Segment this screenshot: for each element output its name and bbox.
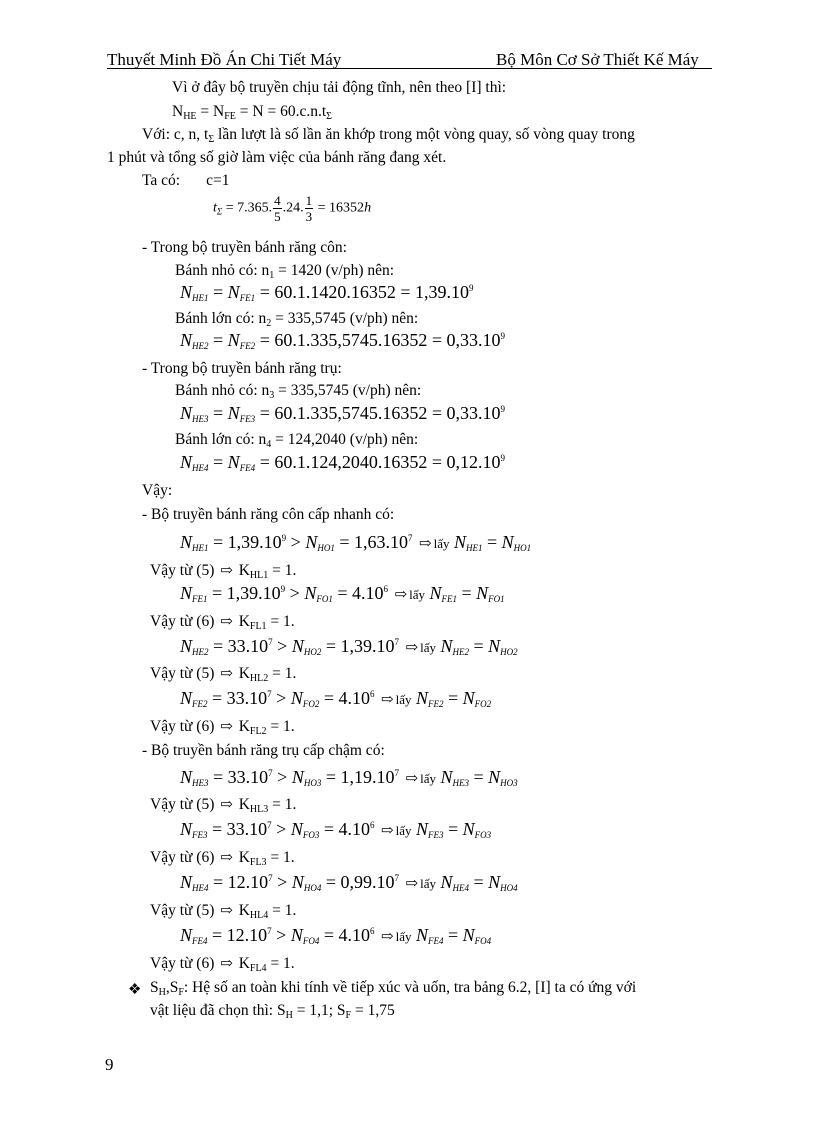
spur-eq-3: $N_{HE3} = N_{FE3} = 60.1.335,5745.16352 = 0,33.10^9$ [180,403,505,424]
arrow-right-icon: ⇨ [419,536,432,552]
arrow-right-icon: ⇨ [381,692,394,708]
bevel-small-line: Bánh nhỏ có: $n_1 = 1420$ (v/ph) nên: [175,262,395,281]
header-rule [107,68,712,69]
k-hl1-line: Vậy từ (5) ⇨ $K_{HL1} = 1$. [150,562,297,581]
k-fl2-line: Vậy từ (6) ⇨ $K_{FL2} = 1$. [150,718,295,737]
arrow-right-icon: ⇨ [220,719,233,735]
spur-eq-4: $N_{HE4} = N_{FE4} = 60.1.124,2040.16352 = 0,12.10^9$ [180,452,505,473]
arrow-right-icon: ⇨ [220,903,233,919]
row-1: $N_{HE1} = 1,39.10^9 > N_{HO1} = 1,63.10^7$ ⇨ lấy $N_{HE1} = N_{HO1}$ [180,532,532,553]
arrow-right-icon: ⇨ [220,563,233,579]
arrow-right-icon: ⇨ [405,771,419,787]
spur-small-line: Bánh nhỏ có: $n_3 = 335,5745$ (v/ph) nên: [175,382,422,401]
bevel-title: - Trong bộ truyền bánh răng côn: [142,239,347,256]
arrow-right-icon: ⇨ [220,850,233,866]
row-4: $N_{FE2} = 33.10^7 > N_{FO2} = 4.10^6$ ⇨ lấy $N_{FE2} = N_{FO2}$ [180,688,492,709]
k-fl4-line: Vậy từ (6) ⇨ $K_{FL4} = 1$. [150,955,295,974]
t-sigma-equation: $t_\Sigma = 7.365$. $\frac{4}{5}$ .24. $\frac{1}{3}$ = 16352h [213,193,372,224]
fraction-1-3: $\frac{1}{3}$ [305,193,313,224]
intro-line-2: $N_{HE} = N_{FE} = N = 60.c.n.t_\Sigma$ [172,103,332,122]
arrow-right-icon: ⇨ [405,876,419,892]
bevel-big-line: Bánh lớn có: $n_2 = 335,5745$ (v/ph) nên: [175,310,419,329]
row-2: $N_{FE1} = 1,39.10^9 > N_{FO1} = 4.10^6$ ⇨ lấy $N_{FE1} = N_{FO1}$ [180,583,505,604]
safety-line-1: $S_H,S_F$: Hệ số an toàn khi tính về tiếp xúc và uốn, tra bảng 6.2, [I] ta có ứng với [150,979,637,998]
spur-title: - Trong bộ truyền bánh răng trụ: [142,360,342,377]
intro-line-1: Vì ở đây bộ truyền chịu tải động tĩnh, nên theo [I] thì: [172,79,507,96]
header-right: Bộ Môn Cơ Sở Thiết Kế Máy [496,50,699,69]
arrow-right-icon: ⇨ [394,587,408,603]
page-number: 9 [105,1055,114,1074]
fast-stage-title: - Bộ truyền bánh răng côn cấp nhanh có: [142,506,395,523]
bevel-eq-2: $N_{HE2} = N_{FE2} = 60.1.335,5745.16352 = 0,33.10^9$ [180,330,505,351]
bevel-eq-1: $N_{HE1} = N_{FE1} = 60.1.1420.16352 = 1,39.10^9$ [180,282,474,303]
arrow-right-icon: ⇨ [381,823,394,839]
row-3: $N_{HE2} = 33.10^7 > N_{HO2} = 1,39.10^7$ ⇨ lấy $N_{HE2} = N_{HO2}$ [180,636,518,657]
k-hl2-line: Vậy từ (5) ⇨ $K_{HL2} = 1$. [150,665,297,684]
slow-stage-title: - Bộ truyền bánh răng trụ cấp chậm có: [142,742,385,759]
arrow-right-icon: ⇨ [381,929,394,945]
row-5: $N_{HE3} = 33.10^7 > N_{HO3} = 1,19.10^7$ ⇨ lấy $N_{HE3} = N_{HO3}$ [180,767,518,788]
arrow-right-icon: ⇨ [405,640,419,656]
row-7: $N_{HE4} = 12.10^7 > N_{HO4} = 0,99.10^7$ ⇨ lấy $N_{HE4} = N_{HO4}$ [180,872,518,893]
safety-line-2: vật liệu đã chọn thì: $S_H = 1,1$; $S_F = 1,75$ [150,1002,395,1021]
arrow-right-icon: ⇨ [220,666,233,682]
arrow-right-icon: ⇨ [220,956,233,972]
row-8: $N_{FE4} = 12.10^7 > N_{FO4} = 4.10^6$ ⇨ lấy $N_{FE4} = N_{FO4}$ [180,925,492,946]
fraction-4-5: $\frac{4}{5}$ [274,193,281,224]
k-hl3-line: Vậy từ (5) ⇨ $K_{HL3} = 1$. [150,796,297,815]
k-hl4-line: Vậy từ (5) ⇨ $K_{HL4} = 1$. [150,902,297,921]
intro-line-3: Với: c, n, $t_\Sigma$ lần lượt là số lần ăn khớp trong một vòng quay, số vòng quay trong [142,126,635,145]
arrow-right-icon: ⇨ [220,797,233,813]
row-6: $N_{FE3} = 33.10^7 > N_{FO3} = 4.10^6$ ⇨ lấy $N_{FE3} = N_{FO3}$ [180,819,492,840]
ta-co-label: Ta có: c=1 [142,172,230,189]
intro-line-4: 1 phút và tổng số giờ làm việc của bánh răng đang xét. [107,149,447,166]
spur-big-line: Bánh lớn có: $n_4 = 124,2040$ (v/ph) nên: [175,431,419,450]
diamond-bullet-icon: ❖ [128,982,142,998]
header-left: Thuyết Minh Đồ Án Chi Tiết Máy [107,50,342,69]
vay-label: Vậy: [142,482,173,499]
k-fl1-line: Vậy từ (6) ⇨ $K_{FL1} = 1$. [150,613,295,632]
arrow-right-icon: ⇨ [220,614,233,630]
k-fl3-line: Vậy từ (6) ⇨ $K_{FL3} = 1$. [150,849,295,868]
